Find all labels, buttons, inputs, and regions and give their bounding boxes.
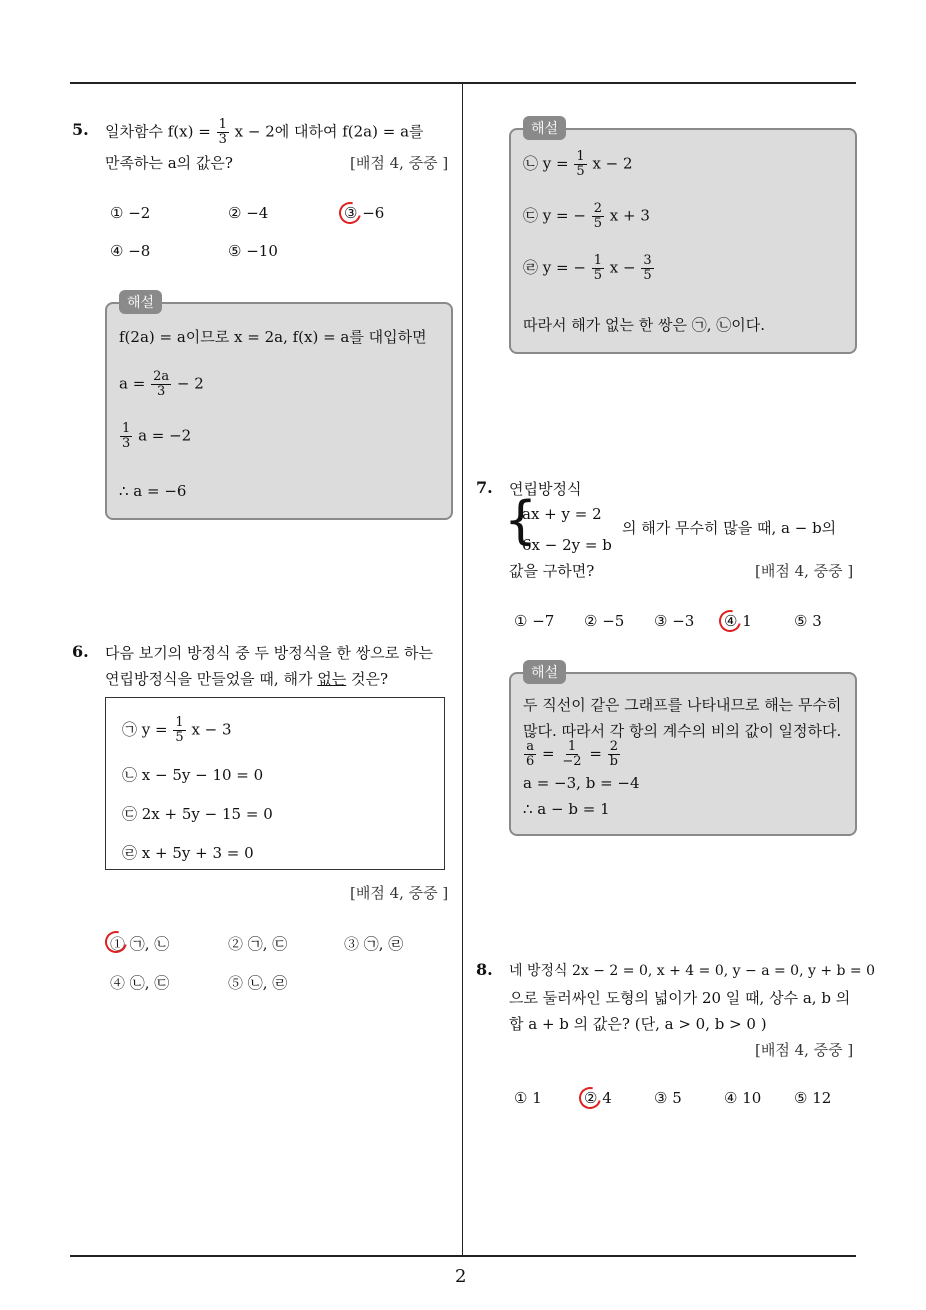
q7-choice-5[interactable]: ⑤ 3: [794, 612, 822, 630]
q5-sol-line3: $\frac{1}{3}$ a = −2: [122, 421, 192, 451]
q5-solution-box: [105, 295, 453, 520]
page-number: 2: [455, 1266, 467, 1287]
q6-bogi-1: ㉠ y = $\frac{1}{5}$ x − 3: [122, 715, 232, 745]
q6-choice-4[interactable]: ④ ㉡, ㉢: [110, 974, 170, 992]
q7-sol-line2: 많다. 따라서 각 항의 계수의 비의 값이 일정하다.: [523, 722, 842, 740]
q5-choice-3[interactable]: ③ −6: [344, 204, 385, 222]
q6-score: [배점 4, 중중 ]: [350, 884, 449, 902]
q6-sol-line3: ㉣ y = − $\frac{1}{5}$ x − $\frac{3}{5}$: [523, 253, 652, 283]
q5-stem-line2: 만족하는 a의 값은?: [105, 154, 233, 172]
q5-stem-post: x − 2에 대하여 f(2a) = a를: [234, 122, 424, 141]
top-rule: [70, 82, 856, 84]
q6-bogi-3: ㉢ 2x + 5y − 15 = 0: [122, 805, 273, 823]
q7-stem-mid: 의 해가 무수히 많을 때, a − b의: [622, 519, 837, 537]
q8-choice-3[interactable]: ③ 5: [654, 1089, 682, 1107]
q7-eq1: ax + y = 2: [522, 505, 602, 523]
q7-solution-box: [509, 665, 857, 836]
q6-bogi-4: ㉣ x + 5y + 3 = 0: [122, 844, 254, 862]
q8-choice-1[interactable]: ① 1: [514, 1089, 542, 1107]
q7-choice-2[interactable]: ② −5: [584, 612, 625, 630]
q5-solution-label: 해설: [119, 290, 162, 314]
q8-stem-line2: 으로 둘러싸인 도형의 넓이가 20 일 때, 상수 a, b 의: [509, 989, 851, 1007]
q6-sol-line2: ㉢ y = − $\frac{2}{5}$ x + 3: [523, 201, 650, 231]
q8-stem-line1: 네 방정식 2x − 2 = 0, x + 4 = 0, y − a = 0, y + b = 0: [509, 963, 876, 979]
q5-stem-pre: 일차함수 f(x) =: [105, 122, 211, 141]
q8-answer-mark: [575, 1083, 605, 1113]
q5-choice-4[interactable]: ④ −8: [110, 242, 151, 260]
q7-choice-4[interactable]: ④ 1: [724, 612, 752, 630]
q7-score: [배점 4, 중중 ]: [755, 562, 854, 580]
q7-sol-line5: ∴ a − b = 1: [523, 800, 610, 818]
q7-brace: {: [504, 491, 538, 551]
q5-choice-5[interactable]: ⑤ −10: [228, 242, 278, 260]
q8-stem-line3: 합 a + b 의 값은? (단, a > 0, b > 0 ): [509, 1015, 767, 1033]
column-divider: [462, 82, 463, 1257]
q8-choice-4[interactable]: ④ 10: [724, 1089, 762, 1107]
q6-bogi-box: [105, 697, 445, 870]
q7-solution-label: 해설: [523, 660, 566, 684]
q7-eq2: 6x − 2y = b: [522, 536, 612, 554]
q7-sol-line4: a = −3, b = −4: [523, 774, 640, 792]
q6-solution-box: [509, 121, 857, 354]
q6-choice-3[interactable]: ③ ㉠, ㉣: [344, 935, 404, 953]
q5-answer-mark: [335, 198, 365, 228]
q7-number: 7.: [476, 478, 493, 497]
q5-choice-1[interactable]: ① −2: [110, 204, 151, 222]
q5-sol-line1: f(2a) = a이므로 x = 2a, f(x) = a를 대입하면: [119, 328, 427, 346]
q7-answer-mark: [715, 606, 745, 636]
q5-sol-line2: a = $\frac{2a}{3}$ − 2: [119, 369, 204, 399]
q8-number: 8.: [476, 960, 493, 979]
q6-stem-line2: 연립방정식을 만들었을 때, 해가 없는 것은?: [105, 670, 388, 688]
q5-stem-line1: [105, 118, 424, 147]
q5-score: [배점 4, 중중 ]: [350, 154, 449, 172]
q8-choice-5[interactable]: ⑤ 12: [794, 1089, 832, 1107]
q7-sol-line3: $\frac{a}{6}$ = $\frac{1}{-2}$ = $\frac{2}{b}$: [526, 739, 618, 769]
q7-sol-line1: 두 직선이 같은 그래프를 나타내므로 해는 무수히: [523, 696, 842, 714]
q7-stem-line3: 값을 구하면?: [509, 562, 595, 580]
q5-choice-2[interactable]: ② −4: [228, 204, 269, 222]
q6-sol-conclusion: 따라서 해가 없는 한 쌍은 ㉠, ㉡이다.: [523, 316, 766, 334]
q6-choice-1[interactable]: ① ㉠, ㉡: [110, 935, 170, 953]
q5-number: 5.: [72, 120, 89, 139]
q8-choice-2[interactable]: ② 4: [584, 1089, 612, 1107]
bottom-rule: [70, 1255, 856, 1257]
q6-number: 6.: [72, 642, 89, 661]
q5-fraction: $\frac{1}{3}$: [218, 117, 227, 147]
q6-stem-line1: 다음 보기의 방정식 중 두 방정식을 한 쌍으로 하는: [105, 644, 433, 662]
q7-choice-3[interactable]: ③ −3: [654, 612, 695, 630]
q5-sol-line4: ∴ a = −6: [119, 482, 187, 500]
q6-sol-line1: ㉡ y = $\frac{1}{5}$ x − 2: [523, 149, 633, 179]
q6-choice-5[interactable]: ⑤ ㉡, ㉣: [228, 974, 288, 992]
q6-bogi-2: ㉡ x − 5y − 10 = 0: [122, 766, 264, 784]
q8-score: [배점 4, 중중 ]: [755, 1041, 854, 1059]
q6-solution-label: 해설: [523, 116, 566, 140]
q7-choice-1[interactable]: ① −7: [514, 612, 555, 630]
q6-choice-2[interactable]: ② ㉠, ㉢: [228, 935, 288, 953]
q7-stem-line1: 연립방정식: [509, 480, 582, 498]
